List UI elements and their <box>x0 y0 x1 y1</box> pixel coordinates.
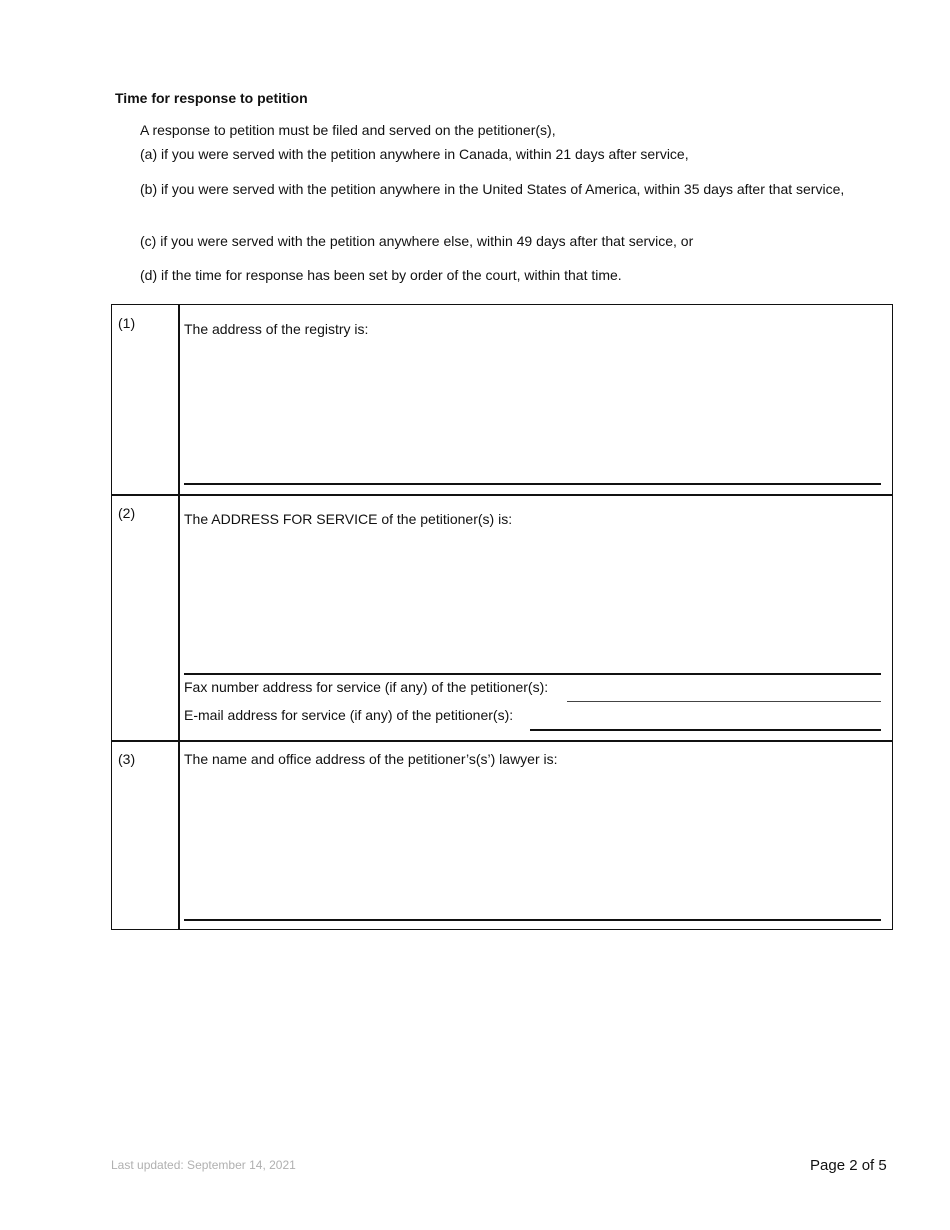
email-field[interactable] <box>530 729 881 731</box>
item-c: (c) if you were served with the petition anywhere else, within 49 days after that service, or <box>140 233 694 249</box>
row-number-3: (3) <box>118 751 136 767</box>
registry-address-field[interactable] <box>184 483 881 485</box>
page-number: Page 2 of 5 <box>810 1157 887 1174</box>
service-address-label: The ADDRESS FOR SERVICE of the petitioner(s) is: <box>184 511 513 527</box>
item-a: (a) if you were served with the petition anywhere in Canada, within 21 days after service, <box>140 146 689 162</box>
service-address-field[interactable] <box>184 673 881 675</box>
row-number-1: (1) <box>118 315 136 331</box>
fax-field[interactable] <box>567 701 881 702</box>
intro-text: A response to petition must be filed and served on the petitioner(s), <box>140 122 556 138</box>
email-label: E-mail address for service (if any) of the petitioner(s): <box>184 707 514 723</box>
column-divider <box>178 305 180 929</box>
row-number-2: (2) <box>118 505 136 521</box>
address-table <box>111 304 893 930</box>
row-divider-2 <box>112 740 892 742</box>
row-divider-1 <box>112 494 892 496</box>
section-heading: Time for response to petition <box>115 90 308 106</box>
registry-address-label: The address of the registry is: <box>184 321 369 337</box>
fax-label: Fax number address for service (if any) of the petitioner(s): <box>184 679 549 695</box>
lawyer-address-label: The name and office address of the petitioner’s(s’) lawyer is: <box>184 751 558 767</box>
item-b: (b) if you were served with the petition anywhere in the United States of America, within 35 days after that service, <box>140 181 845 197</box>
last-updated: Last updated: September 14, 2021 <box>111 1158 296 1172</box>
item-d: (d) if the time for response has been set by order of the court, within that time. <box>140 267 622 283</box>
lawyer-address-field[interactable] <box>184 919 881 921</box>
